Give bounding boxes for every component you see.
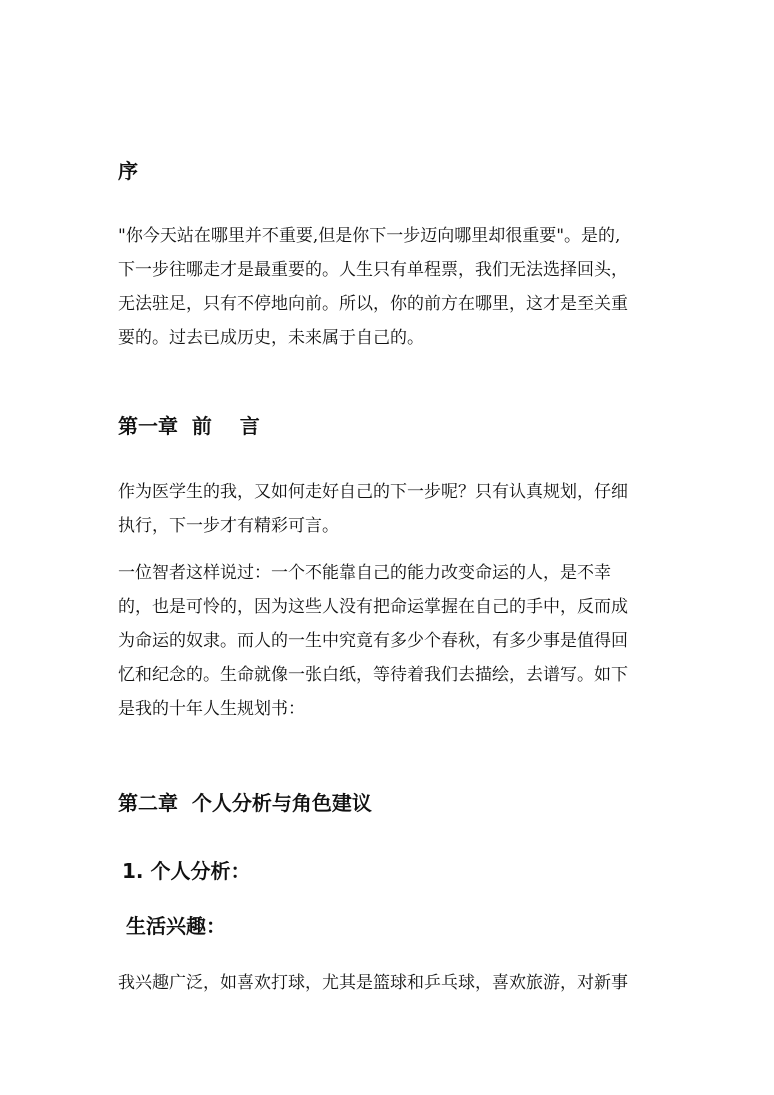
text-line: 的，也是可怜的，因为这些人没有把命运掌握在自己的手中，反而成 xyxy=(118,597,628,617)
text-line: 作为医学生的我，又如何走好自己的下一步呢？只有认真规划，仔细 xyxy=(118,482,628,502)
chapter1-paragraph-1 xyxy=(118,475,628,543)
chapter2-title: 第二章 个人分析与角色建议 xyxy=(118,791,372,815)
chapter1-title: 第一章 前 言 xyxy=(118,414,260,438)
subsection-title-interests: 生活兴趣： xyxy=(126,914,226,938)
text-line: 要的。过去已成历史，未来属于自己的。 xyxy=(118,328,424,348)
text-line: 我兴趣广泛，如喜欢打球，尤其是篮球和乒乓球，喜欢旅游，对新事 xyxy=(118,973,628,993)
text-line: 忆和纪念的。生命就像一张白纸，等待着我们去描绘，去谱写。如下 xyxy=(118,665,628,685)
text-line: 下一步往哪走才是最重要的。人生只有单程票，我们无法选择回头， xyxy=(118,260,628,280)
text-line: "你今天站在哪里并不重要,但是你下一步迈向哪里却很重要"。是的, xyxy=(118,226,621,246)
chapter1-paragraph-2 xyxy=(118,556,628,726)
text-line: 一位智者这样说过：一个不能靠自己的能力改变命运的人，是不幸 xyxy=(118,563,611,583)
text-line: 为命运的奴隶。而人的一生中究竟有多少个春秋，有多少事是值得回 xyxy=(118,631,628,651)
text-line: 无法驻足，只有不停地向前。所以，你的前方在哪里，这才是至关重 xyxy=(118,294,628,314)
text-line: 是我的十年人生规划书： xyxy=(118,699,305,719)
preface-paragraph xyxy=(118,219,628,355)
interests-paragraph xyxy=(118,966,628,1000)
section-title-personal-analysis: 1. 个人分析： xyxy=(122,859,251,883)
preface-title: 序 xyxy=(118,159,138,183)
text-line: 执行，下一步才有精彩可言。 xyxy=(118,516,339,536)
